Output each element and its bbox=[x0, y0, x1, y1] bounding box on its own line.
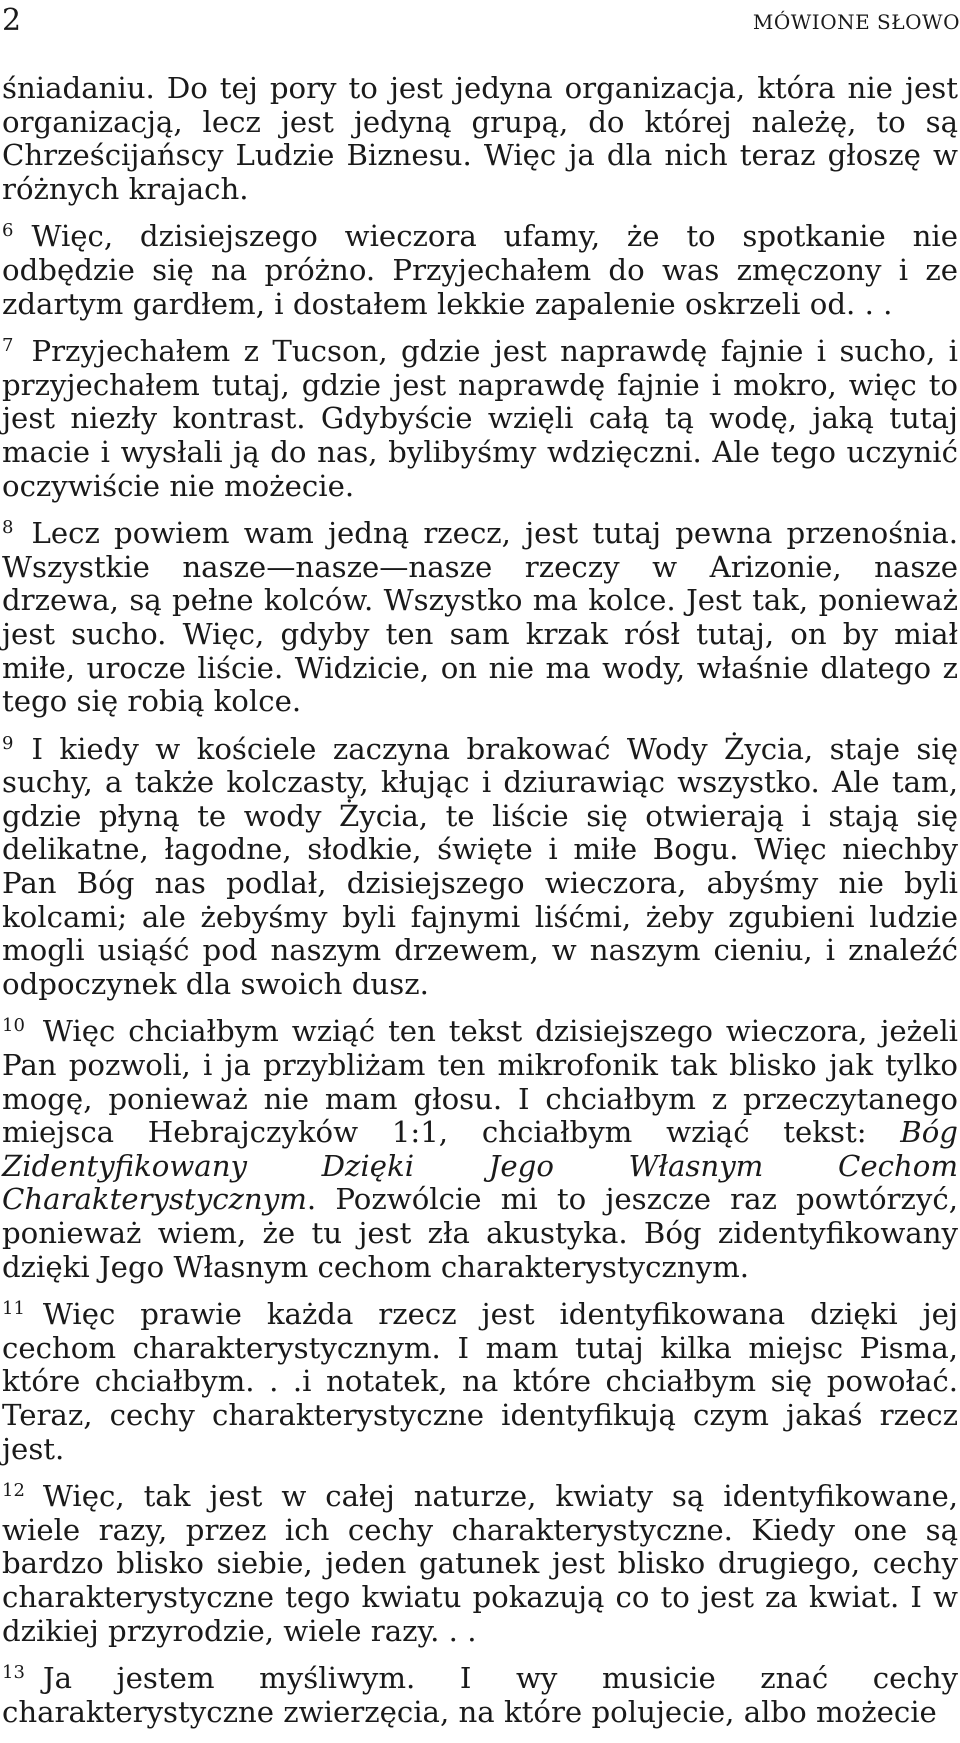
paragraph-text: śniadaniu. Do tej pory to jest jedyna organizacja, która nie jest organizacją, lecz jest jedyną grupą, do której należę, to są Chrześcijańscy Ludzie Biznesu. Więc ja dla nich teraz głoszę w różnych krajach. bbox=[2, 71, 958, 206]
paragraph-7 bbox=[2, 335, 958, 503]
page-number: 2 bbox=[2, 3, 22, 38]
paragraph-number: 8 bbox=[2, 517, 14, 539]
paragraph-text: Ja jestem myśliwym. I wy musicie znać cechy charakterystyczne zwierzęcia, na które polujecie, albo możecie bbox=[2, 1661, 958, 1729]
paragraph-text: Więc, dzisiejszego wieczora ufamy, że to spotkanie nie odbędzie się na próżno. Przyjechałem do was zmęczony i ze zdartym gardłem, i dostałem lekkie zapalenie oskrzeli od. . . bbox=[2, 219, 958, 321]
paragraph-11 bbox=[2, 1298, 958, 1466]
paragraph-text: Więc prawie każda rzecz jest identyfikowana dzięki jej cechom charakterystycznym. I mam tutaj kilka miejsc Pisma, które chciałbym. . .i notatek, na które chciałbym się powołać. Teraz, cechy charakterystyczne identyfikują czym jakaś rzecz jest. bbox=[2, 1297, 958, 1466]
paragraph-13 bbox=[2, 1662, 958, 1729]
body-text bbox=[2, 72, 958, 1743]
paragraph-text: Więc, tak jest w całej naturze, kwiaty są identyfikowane, wiele razy, przez ich cechy charakterystyczne. Kiedy one są bardzo blisko siebie, jeden gatunek jest blisko drugiego, cechy charakterystyczne tego kwiatu pokazują co to jest za kwiat. I w dzikiej przyrodzie, wiele razy. . . bbox=[2, 1479, 958, 1648]
paragraph-number: 12 bbox=[2, 1480, 25, 1502]
running-header bbox=[2, 4, 960, 38]
paragraph-text: Przyjechałem z Tucson, gdzie jest naprawdę fajnie i sucho, i przyjechałem tutaj, gdzie jest naprawdę fajnie i mokro, więc to jest niezły kontrast. Gdybyście wzięli całą tą wodę, jaką tutaj macie i wysłali ją do nas, bylibyśmy wdzięczni. Ale tego uczynić oczywiście nie możecie. bbox=[2, 334, 958, 503]
paragraph-6 bbox=[2, 220, 958, 321]
paragraph-12 bbox=[2, 1480, 958, 1648]
paragraph-text: Lecz powiem wam jedną rzecz, jest tutaj pewna przenośnia. Wszystkie nasze—nasze—nasze rzeczy w Arizonie, nasze drzewa, są pełne kolców. Wszystko ma kolce. Jest tak, ponieważ jest sucho. Więc, gdyby ten sam krzak rósł tutaj, on by miał miłe, urocze liście. Widzicie, on nie ma wody, właśnie dlatego z tego się robią kolce. bbox=[2, 516, 958, 719]
paragraph-8 bbox=[2, 517, 958, 719]
paragraph-text: I kiedy w kościele zaczyna brakować Wody Życia, staje się suchy, a także kolczasty, kłując i dziurawiąc wszystko. Ale tam, gdzie płyną te wody Życia, te liście się otwierają i stają się delikatne, łagodne, słodkie, święte i miłe Bogu. Więc niechby Pan Bóg nas podlał, dzisiejszego wieczora, abyśmy nie byli kolcami; ale żebyśmy byli fajnymi liśćmi, żeby zgubieni ludzie mogli usiąść pod naszym drzewem, w naszym cieniu, i znaleźć odpoczynek dla swoich dusz. bbox=[2, 731, 958, 1001]
paragraph-text: Więc chciałbym wziąć ten tekst dzisiejszego wieczora, jeżeli Pan pozwoli, i ja przybliżam ten mikrofonik tak blisko jak tylko mogę, ponieważ nie mam głosu. I chciałbym z przeczytanego miejsca Hebrajczyków 1:1, chciałbym wziąć tekst: bbox=[2, 1014, 958, 1150]
sermon-title-italic: Bóg Zidentyfikowany Dzięki Jego Własnym Cechom Charakterystycznym bbox=[2, 1115, 958, 1217]
paragraph-number: 6 bbox=[2, 220, 14, 242]
running-title: MÓWIONE SŁOWO bbox=[752, 10, 960, 34]
paragraph-number: 9 bbox=[2, 732, 14, 754]
paragraph-number: 10 bbox=[2, 1015, 25, 1037]
paragraph-10 bbox=[2, 1015, 958, 1284]
paragraph-number: 13 bbox=[2, 1662, 25, 1684]
paragraph-continuation bbox=[2, 72, 958, 206]
paragraph-number: 7 bbox=[2, 335, 14, 357]
paragraph-number: 11 bbox=[2, 1298, 25, 1320]
paragraph-text-continued: . Pozwólcie mi to jeszcze raz powtórzyć, ponieważ wiem, że tu jest zła akustyka. Bóg zidentyfikowany dzięki Jego Własnym cechom charakterystycznym. bbox=[2, 1182, 958, 1284]
paragraph-9 bbox=[2, 733, 958, 1002]
